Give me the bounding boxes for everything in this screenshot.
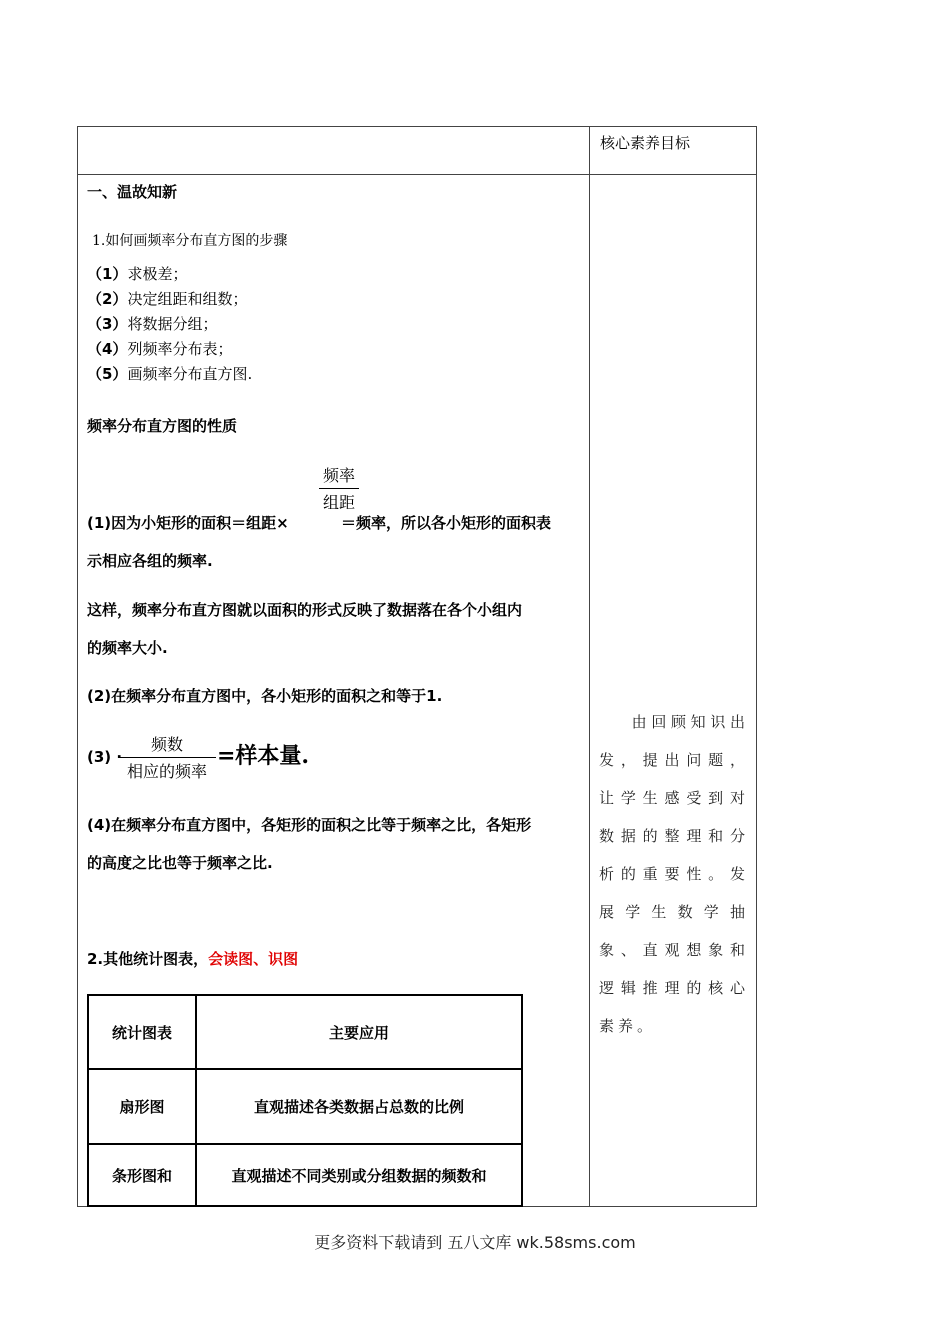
step-4: （4）列频率分布表；	[87, 340, 233, 358]
property-1-line-a: (1)因为小矩形的面积＝组距×	[87, 514, 289, 532]
table-cell: 直观描述各类数据占总数的比例	[196, 1069, 522, 1144]
step-1: （1）求极差；	[87, 265, 188, 283]
step-2: （2）决定组距和组数；	[87, 290, 248, 308]
note-line-1: 这样，频率分布直方图就以面积的形式反映了数据落在各个小组内	[87, 601, 523, 619]
core-literacy-goal-text: 由回顾知识出发，提出问题，让学生感受到对数据的整理和分析的重要性。发展学生数学抽象、直观想象和逻辑推理的核心素养。	[599, 713, 749, 1035]
header-row-divider	[78, 174, 756, 175]
column-divider	[589, 127, 590, 1206]
table-cell: 扇形图	[88, 1069, 196, 1144]
fraction-frequency-over-interval: 频率 组距	[319, 463, 359, 513]
table-cell: 直观描述不同类别或分组数据的频数和	[196, 1144, 522, 1206]
table-row	[88, 1069, 522, 1144]
section-title: 一、温故知新	[87, 183, 178, 201]
property-2: (2)在频率分布直方图中，各小矩形的面积之和等于1.	[87, 687, 443, 705]
properties-title: 频率分布直方图的性质	[87, 417, 238, 435]
question-2: 2.其他统计图表，会读图、识图	[87, 950, 299, 968]
goal-column-title: 核心素养目标	[600, 134, 691, 152]
statistics-chart-table	[87, 994, 523, 1207]
table-header-row	[88, 995, 522, 1069]
step-5: （5）画频率分布直方图.	[87, 365, 253, 383]
table-header-cell: 统计图表	[88, 995, 196, 1069]
step-3: （3）将数据分组；	[87, 315, 218, 333]
note-line-2: 的频率大小.	[87, 639, 168, 657]
property-1-line-c: 示相应各组的频率.	[87, 552, 213, 570]
property-4-line-1: (4)在频率分布直方图中，各矩形的面积之比等于频率之比，各矩形	[87, 816, 532, 834]
property-1-line-b: ＝频率，所以各小矩形的面积表	[341, 514, 552, 532]
sample-size-equation: =样本量.	[217, 743, 310, 769]
property-4-line-2: 的高度之比也等于频率之比.	[87, 854, 273, 872]
question-1: 1.如何画频率分布直方图的步骤	[92, 233, 288, 249]
table-header-cell: 主要应用	[196, 995, 522, 1069]
table-cell: 条形图和	[88, 1144, 196, 1206]
footer-download-notice: 更多资料下载请到 五八文库 wk.58sms.com	[314, 1233, 636, 1252]
lesson-plan-table	[77, 126, 757, 1207]
table-row	[88, 1144, 522, 1206]
property-3-label: (3) ·	[87, 748, 123, 766]
fraction-count-over-frequency: 频数 相应的频率	[118, 732, 216, 782]
